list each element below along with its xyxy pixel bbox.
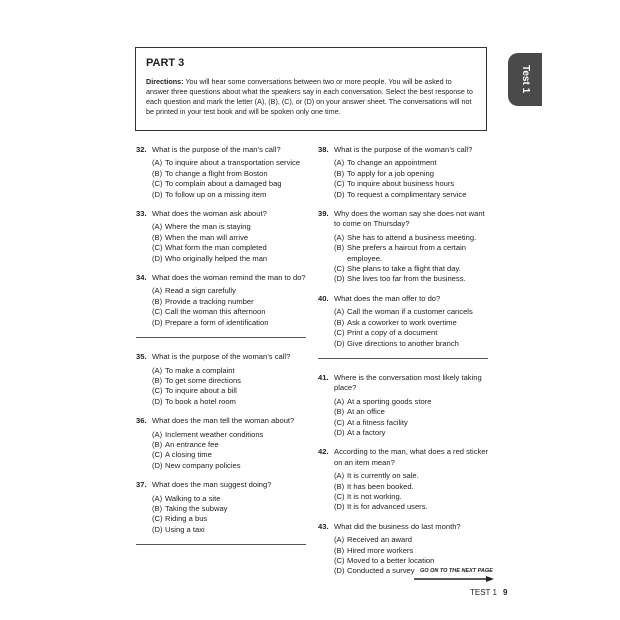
answer-option-c: [152, 243, 311, 253]
answer-options: [152, 366, 311, 408]
answer-option-d: [152, 254, 311, 264]
question-text: According to the man, what does a red sticker on an item mean?: [334, 447, 489, 467]
answer-option-c: [152, 514, 311, 524]
answer-options: [334, 307, 493, 349]
answer-option-c: [334, 492, 493, 502]
question-text: What does the man tell the woman about?: [152, 416, 295, 426]
option-text: Prepare a form of identification: [165, 317, 269, 327]
option-text: Hired more workers: [347, 545, 414, 555]
answer-option-a: [334, 471, 493, 481]
option-letter: (C): [334, 417, 345, 427]
question-text: What is the purpose of the woman’s call?: [334, 145, 473, 154]
question-stem: [318, 522, 493, 532]
answer-option-d: [334, 274, 493, 284]
option-letter: (C): [152, 179, 163, 189]
option-text: At an office: [347, 407, 385, 417]
option-text: To get some directions: [165, 375, 241, 385]
next-page-arrow-icon: [414, 576, 494, 582]
option-letter: (D): [152, 460, 163, 470]
question-text: What is the purpose of the man’s call?: [152, 145, 281, 154]
next-page-label: GO ON TO THE NEXT PAGE: [420, 568, 493, 574]
question-number: 42.: [318, 447, 329, 457]
question-34: [136, 273, 311, 328]
answer-option-d: [334, 190, 493, 200]
option-text: Call the woman if a customer cancels: [347, 307, 473, 317]
option-letter: (B): [152, 439, 163, 449]
question-41: [318, 373, 493, 438]
option-letter: (C): [152, 243, 163, 253]
answer-options: [334, 471, 493, 513]
part-title: PART 3: [146, 57, 185, 69]
question-36: [136, 416, 311, 471]
option-text: It is for advanced users.: [347, 502, 428, 512]
question-text: Where is the conversation most likely taking place?: [334, 372, 482, 393]
question-number: 40.: [318, 293, 329, 303]
question-text: What did the business do last month?: [334, 521, 461, 531]
option-letter: (D): [334, 338, 345, 348]
option-text: Give directions to another branch: [347, 338, 459, 348]
option-letter: (A): [152, 429, 163, 439]
left-column: [136, 145, 311, 559]
answer-options: [152, 222, 311, 264]
answer-option-a: [152, 286, 311, 296]
answer-option-b: [152, 440, 311, 450]
answer-option-c: [152, 179, 311, 189]
option-text: To follow up on a missing item: [165, 189, 267, 199]
answer-option-a: [152, 494, 311, 504]
directions-body: You will hear some conversations between two or more people. You will be asked to answer three questions about what the speakers say in each conversation. Select the best response to each question and mark the letter (A), (B), (C), or (D) on your answer sheet. The conversations will not be printed in your test book and will be spoken only one time.: [146, 77, 473, 116]
question-stem: [318, 447, 493, 468]
option-text: To inquire about a bill: [165, 386, 237, 396]
question-number: 38.: [318, 145, 329, 154]
question-stem: [136, 480, 311, 490]
option-letter: (D): [152, 189, 163, 199]
answer-options: [152, 494, 311, 536]
option-text: When the man will arrive: [165, 232, 249, 242]
option-text: It is not working.: [347, 491, 402, 501]
option-letter: (C): [334, 264, 345, 274]
option-letter: (C): [152, 386, 163, 396]
option-text: To change an appointment: [347, 158, 437, 168]
question-stem: [318, 209, 493, 230]
question-number: 33.: [136, 209, 147, 219]
option-letter: (A): [152, 286, 163, 296]
answer-option-c: [334, 328, 493, 338]
question-37: [136, 480, 311, 535]
answer-option-b: [334, 407, 493, 417]
test-side-tab: [508, 53, 542, 106]
answer-option-a: [152, 430, 311, 440]
option-text: A closing time: [165, 450, 212, 460]
option-text: Inclement weather conditions: [165, 429, 264, 439]
option-letter: (D): [152, 396, 163, 406]
option-text: Riding a bus: [165, 514, 208, 524]
option-letter: (A): [152, 493, 163, 503]
option-letter: (A): [334, 471, 345, 481]
answer-options: [334, 233, 493, 285]
option-text: At a sporting goods store: [347, 396, 432, 406]
question-35: [136, 352, 311, 407]
question-number: 32.: [136, 145, 147, 154]
answer-options: [334, 158, 493, 200]
directions-label: Directions:: [146, 77, 184, 86]
answer-option-b: [334, 318, 493, 328]
section-divider: [136, 337, 306, 338]
question-stem: [136, 273, 311, 283]
option-letter: (A): [152, 222, 163, 232]
option-text: Call the woman this afternoon: [165, 307, 266, 317]
option-letter: (A): [334, 307, 345, 317]
option-text: New company policies: [165, 460, 241, 470]
question-stem: [136, 416, 311, 426]
question-number: 39.: [318, 209, 329, 219]
option-text: To inquire about a transportation service: [165, 158, 301, 168]
option-text: It is currently on sale.: [347, 471, 419, 481]
option-letter: (B): [334, 407, 345, 417]
option-letter: (A): [334, 535, 345, 545]
question-number: 43.: [318, 521, 329, 531]
answer-option-b: [152, 504, 311, 514]
answer-option-a: [334, 535, 493, 545]
question-text: What is the purpose of the woman’s call?: [152, 352, 291, 362]
option-text: Moved to a better location: [347, 556, 435, 565]
option-letter: (B): [334, 243, 345, 253]
option-text: Ask a coworker to work overtime: [347, 317, 457, 327]
answer-option-b: [152, 233, 311, 243]
option-letter: (C): [152, 450, 163, 460]
directions-text: [146, 77, 476, 117]
option-text: To inquire about business hours: [347, 179, 455, 189]
question-40: [318, 294, 493, 349]
option-letter: (B): [334, 168, 345, 178]
option-text: At a factory: [347, 427, 386, 437]
answer-option-c: [334, 264, 493, 274]
option-letter: (A): [334, 232, 345, 242]
option-letter: (A): [152, 158, 163, 168]
answer-option-b: [152, 297, 311, 307]
question-number: 34.: [136, 273, 147, 283]
answer-option-a: [152, 158, 311, 168]
option-text: She lives too far from the business.: [347, 274, 466, 284]
question-32: [136, 145, 311, 200]
answer-option-b: [152, 169, 311, 179]
section-divider: [136, 544, 306, 545]
option-text: Walking to a site: [165, 493, 221, 503]
option-letter: (D): [334, 274, 345, 284]
option-letter: (A): [334, 158, 345, 168]
option-letter: (D): [152, 253, 163, 263]
answer-option-d: [152, 190, 311, 200]
option-text: An entrance fee: [165, 439, 219, 449]
option-text: It has been booked.: [347, 481, 414, 491]
question-39: [318, 209, 493, 285]
answer-option-c: [152, 386, 311, 396]
question-stem: [136, 352, 311, 362]
question-number: 35.: [136, 352, 147, 362]
question-text: What does the woman remind the man to do?: [152, 273, 306, 283]
section-divider: [318, 358, 488, 359]
answer-option-a: [152, 366, 311, 376]
question-42: [318, 447, 493, 512]
option-letter: (B): [334, 317, 345, 327]
option-letter: (D): [334, 566, 345, 576]
answer-option-d: [152, 397, 311, 407]
question-number: 37.: [136, 480, 147, 490]
question-text: What does the man suggest doing?: [152, 480, 272, 490]
option-letter: (B): [152, 168, 163, 178]
answer-options: [152, 286, 311, 328]
answer-option-b: [334, 546, 493, 556]
option-letter: (B): [152, 296, 163, 306]
answer-option-d: [334, 502, 493, 512]
option-text: Print a copy of a document: [347, 328, 438, 338]
option-letter: (C): [334, 556, 345, 565]
answer-option-d: [152, 318, 311, 328]
question-33: [136, 209, 311, 264]
option-letter: (B): [152, 232, 163, 242]
option-text: She has to attend a business meeting.: [347, 232, 477, 242]
option-text: To change a flight from Boston: [165, 168, 268, 178]
directions-box: [135, 47, 487, 131]
option-text: Where the man is staying: [165, 222, 251, 232]
answer-options: [334, 397, 493, 439]
option-text: She prefers a haircut from a certain employee.: [347, 243, 467, 263]
answer-option-c: [152, 450, 311, 460]
answer-option-d: [152, 461, 311, 471]
test-label: TEST 1: [470, 588, 497, 597]
answer-option-c: [334, 556, 493, 566]
option-text: At a fitness facility: [347, 417, 408, 427]
answer-option-b: [334, 482, 493, 492]
option-letter: (B): [152, 375, 163, 385]
option-letter: (B): [334, 545, 345, 555]
option-letter: (A): [152, 365, 163, 375]
answer-option-d: [334, 339, 493, 349]
answer-option-a: [334, 233, 493, 243]
option-text: Received an award: [347, 535, 413, 545]
question-stem: [136, 209, 311, 219]
answer-option-a: [334, 307, 493, 317]
answer-option-a: [152, 222, 311, 232]
question-text: What does the woman ask about?: [152, 209, 267, 219]
answer-option-c: [334, 418, 493, 428]
answer-options: [152, 430, 311, 472]
option-letter: (C): [334, 328, 345, 338]
question-stem: [318, 145, 493, 155]
option-letter: (C): [334, 491, 345, 501]
option-text: Conducted a survey: [347, 566, 415, 576]
option-text: To make a complaint: [165, 365, 235, 375]
answer-option-b: [334, 169, 493, 179]
question-text: Why does the woman say she does not want to come on Thursday?: [334, 209, 485, 229]
answer-option-b: [152, 376, 311, 386]
option-letter: (B): [334, 481, 345, 491]
page-number: 9: [502, 588, 508, 597]
right-column: [318, 145, 493, 586]
option-text: To book a hotel room: [165, 396, 236, 406]
option-letter: (D): [334, 502, 345, 512]
question-stem: [318, 373, 493, 394]
answer-option-a: [334, 158, 493, 168]
answer-options: [152, 158, 311, 200]
option-letter: (D): [152, 524, 163, 534]
option-text: Taking the subway: [165, 503, 228, 513]
answer-option-d: [334, 428, 493, 438]
option-letter: (A): [334, 396, 345, 406]
option-text: She plans to take a flight that day.: [347, 264, 461, 274]
option-text: Who originally helped the man: [165, 253, 268, 263]
question-38: [318, 145, 493, 200]
question-number: 41.: [318, 372, 329, 382]
option-letter: (D): [334, 427, 345, 437]
option-letter: (B): [152, 503, 163, 513]
question-stem: [318, 294, 493, 304]
option-letter: (C): [152, 307, 163, 317]
option-text: To complain about a damaged bag: [165, 179, 282, 189]
answer-option-d: [152, 525, 311, 535]
option-text: Read a sign carefully: [165, 286, 236, 296]
option-text: What form the man completed: [165, 243, 267, 253]
answer-option-c: [334, 179, 493, 189]
question-text: What does the man offer to do?: [334, 293, 441, 303]
option-letter: (C): [152, 514, 163, 524]
answer-option-b: [334, 243, 493, 264]
option-text: To request a complimentary service: [347, 189, 467, 199]
option-letter: (D): [334, 189, 345, 199]
question-stem: [136, 145, 311, 155]
option-text: Provide a tracking number: [165, 296, 254, 306]
option-text: Using a taxi: [165, 524, 205, 534]
page-footer: [470, 588, 507, 597]
side-tab-label: Test 1: [520, 65, 531, 94]
option-text: To apply for a job opening: [347, 168, 434, 178]
answer-option-c: [152, 307, 311, 317]
question-number: 36.: [136, 416, 147, 426]
option-letter: (D): [152, 317, 163, 327]
answer-option-a: [334, 397, 493, 407]
option-letter: (C): [334, 179, 345, 189]
